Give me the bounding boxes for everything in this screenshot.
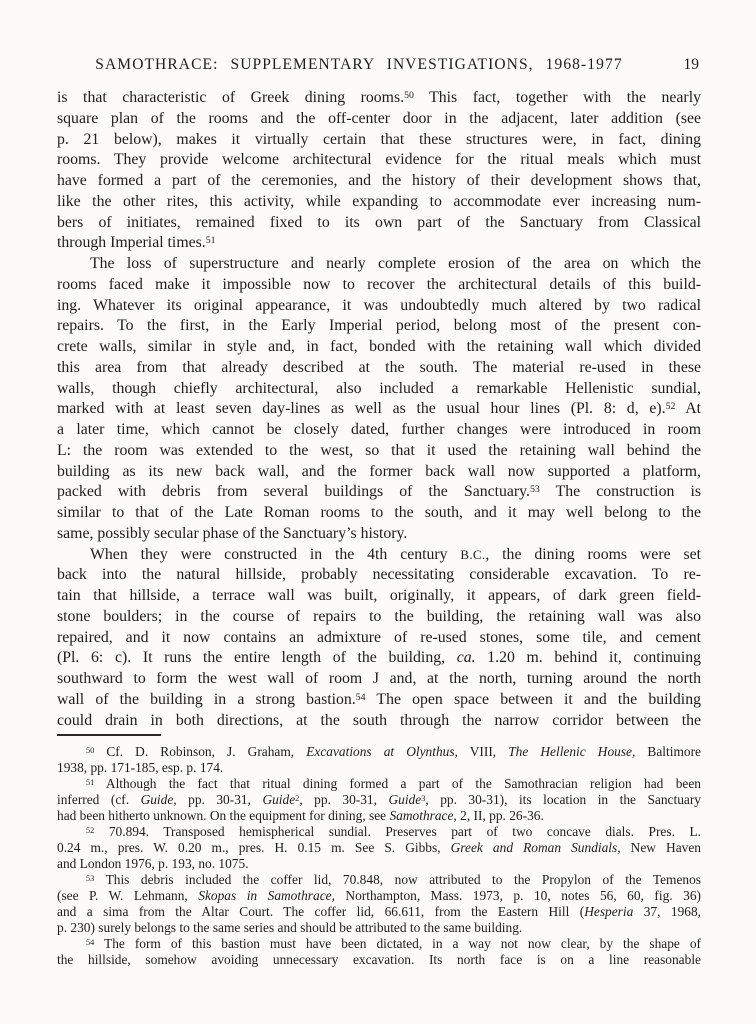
text-run: rooms. They provide welcome architectural evidence for the ritual meals which must: [57, 151, 701, 169]
text-run: 52: [86, 825, 95, 835]
body-line: [57, 130, 701, 151]
text-run: 37, 1968,: [633, 904, 702, 919]
text-run: repaired, and it now contains an admixture of re-used stones, some tile, and cement: [57, 628, 701, 646]
text-run: p. 21 below), makes it virtually certain that these structures were, in fact, dining: [57, 130, 701, 148]
body-line: [57, 441, 701, 462]
text-run: Although the fact that ritual dining formed a part of the Samothracian religion had been: [94, 776, 701, 791]
text-run: Greek and Roman Sundials,: [450, 840, 621, 855]
body-line: [57, 379, 701, 400]
body-line: [57, 88, 701, 109]
body-line: [57, 420, 701, 441]
text-run: Hesperia: [584, 904, 634, 919]
text-run: and a sima from the Altar Court. The coffer lid, 66.611, from the Eastern Hill (: [57, 904, 585, 919]
footnote-separator: [57, 734, 161, 736]
text-run: wall of the building in a strong bastion.: [57, 690, 356, 708]
text-run: VIII,: [457, 744, 509, 759]
text-run: 54: [86, 937, 95, 947]
text-run: The Hellenic House,: [508, 744, 636, 759]
text-run: p. 230) surely belongs to the same series and should be attributed to the same building.: [57, 920, 523, 935]
body-line: [57, 171, 701, 192]
body-line: [57, 358, 701, 379]
text-run: bers of initiates, remained fixed to its own part of the Sanctuary from Classical: [57, 213, 701, 231]
footnote-line: [57, 952, 701, 968]
text-run: 52: [665, 401, 676, 413]
text-run: pp. 30-31,: [176, 792, 263, 807]
text-run: When they were constructed in the 4th century: [90, 545, 461, 563]
body-line: [57, 503, 701, 524]
text-run: At: [675, 400, 701, 418]
text-run: 1.20 m. behind it, continuing: [475, 649, 702, 667]
footnote-line: [57, 840, 701, 856]
text-run: Skopas in Samothrace,: [198, 888, 335, 903]
text-run: This fact, together with the nearly: [413, 89, 701, 106]
text-run: , the dining rooms were set: [485, 545, 701, 563]
text-run: have formed a part of the ceremonies, and the history of their development shows that,: [57, 172, 701, 189]
text-run: same, possibly secular phase of the Sanctuary’s history.: [57, 524, 408, 542]
body-line: [57, 690, 701, 711]
text-run: New Haven: [620, 840, 701, 855]
text-run: building as its new back wall, and the former back wall now supported a platform,: [57, 462, 701, 480]
footnotes: [57, 744, 701, 968]
text-run: L: the room was extended to the west, so that it used the retaining wall behind the: [57, 441, 701, 459]
text-run: this area from that already described at the south. The material re-used in these: [57, 358, 701, 376]
page-header: [57, 56, 701, 76]
text-run: Baltimore: [635, 744, 701, 759]
text-run: 2: [295, 793, 300, 803]
text-run: 0.24 m., pres. W. 0.20 m., pres. H. 0.15 m. See S. Gibbs,: [57, 840, 451, 855]
text-run: Guide: [262, 792, 296, 807]
footnote-line: [57, 904, 701, 920]
text-run: rooms faced make it impossible now to recover the architectural details of this build-: [57, 275, 701, 293]
text-run: 70.894. Transposed hemispherical sundial. Preserves part of two concave dials. Pres. L.: [94, 824, 701, 839]
body-line: [57, 337, 701, 358]
body-line: [57, 545, 701, 566]
text-run: similar to that of the Late Roman rooms to the south, and it may well belong to the: [57, 504, 701, 521]
text-run: through Imperial times.: [57, 234, 206, 252]
body-line: [57, 316, 701, 337]
body-line: [57, 399, 701, 420]
footnote-line: [57, 888, 701, 904]
body-line: [57, 565, 701, 586]
text-run: Samothrace,: [389, 808, 457, 823]
text-run: a later time, which cannot be closely dated, further changes were introduced in room: [57, 421, 701, 438]
footnote-line: [57, 792, 701, 808]
running-title: SAMOTHRACE: SUPPLEMENTARY INVESTIGATIONS, 1968-1977: [95, 56, 623, 73]
text-run: ca.: [456, 649, 476, 667]
body-line: [57, 150, 701, 171]
text-run: tain that hillside, a terrace wall was built, originally, it appears, of dark green field-: [57, 587, 701, 604]
body-line: [57, 296, 701, 317]
text-run: B.C.: [460, 546, 486, 562]
text-run: the hillside, somehow avoiding unnecessary excavation. Its north face is on a line reasonable: [57, 952, 701, 967]
footnote-line: [57, 808, 701, 824]
text-run: like the other rites, this activity, while expanding to accommodate ever increasing num-: [57, 192, 701, 210]
body-line: [57, 109, 701, 130]
body-line: [57, 233, 701, 254]
text-run: 51: [86, 777, 95, 787]
text-run: 54: [355, 691, 366, 703]
body-line: [57, 462, 701, 483]
text-run: crete walls, similar in style and, in fact, bonded with the retaining wall which divided: [57, 338, 701, 355]
text-run: had been hitherto unknown. On the equipment for dining, see: [57, 808, 390, 823]
body-line: [57, 648, 701, 669]
text-run: repairs. To the first, in the Early Imperial period, belong most of the present con-: [57, 317, 701, 335]
body-line: [57, 482, 701, 503]
text-run: 1938, pp. 171-185, esp. p. 174.: [57, 760, 224, 775]
text-run: Excavations at Olynthus,: [306, 744, 458, 759]
body-line: [57, 607, 701, 628]
text-run: The form of this bastion must have been dictated, in a way not now clear, by the shape of: [94, 936, 701, 951]
text-run: 53: [530, 484, 540, 496]
text-run: marked with at least seven day-lines as well as the usual hour lines (Pl. 8: d, e).: [57, 400, 666, 418]
text-run: Guide: [388, 792, 422, 807]
text-run: This debris included the coffer lid, 70.848, now attributed to the Propylon of the Temenos: [94, 872, 701, 887]
footnote-line: [57, 920, 701, 936]
footnote-line: [57, 824, 701, 840]
text-run: back into the natural hillside, probably necessitating considerable excavation. To re-: [57, 566, 701, 584]
footnote-line: [57, 936, 701, 952]
body-line: [57, 586, 701, 607]
text-run: Guide,: [140, 792, 177, 807]
body-line: [57, 669, 701, 690]
text-run: stone boulders; in the course of repairs to the building, the retaining wall was also: [57, 607, 701, 625]
text-run: The loss of superstructure and nearly complete erosion of the area on which the: [90, 255, 701, 272]
footnote-line: [57, 856, 701, 872]
text-run: 50: [86, 745, 95, 755]
text-run: and London 1976, p. 193, no. 1075.: [57, 856, 249, 871]
text-run: inferred (cf.: [57, 792, 141, 807]
text-run: 50: [404, 89, 414, 101]
text-run: packed with debris from several buildings of the Sanctuary.: [57, 483, 531, 501]
body-line: [57, 192, 701, 213]
text-run: 2, II, pp. 26-36.: [456, 808, 544, 823]
body-line: [57, 213, 701, 234]
text-run: Cf. D. Robinson, J. Graham,: [94, 744, 307, 759]
text-run: Northampton, Mass. 1973, p. 10, notes 56, 60, fig. 36): [334, 888, 701, 903]
text-run: The construction is: [539, 483, 701, 501]
body-line: [57, 524, 701, 545]
text-run: The open space between it and the building: [365, 690, 701, 708]
body-line: [57, 711, 701, 732]
text-run: could drain in both directions, at the south through the narrow corridor between the: [57, 711, 701, 729]
text-run: 3: [421, 793, 426, 803]
text-run: (see P. W. Lehmann,: [57, 888, 199, 903]
text-run: square plan of the rooms and the off-center door in the adjacent, later addition (see: [57, 109, 701, 127]
text-run: is that characteristic of Greek dining rooms.: [57, 89, 405, 106]
body-line: [57, 628, 701, 649]
text-run: , pp. 30-31), its location in the Sanctuary: [425, 792, 702, 807]
footnote-line: [57, 760, 701, 776]
text-run: 51: [205, 235, 216, 247]
text-run: ing. Whatever its original appearance, it was undoubtedly much altered by two radical: [57, 296, 701, 314]
page-number: 19: [683, 56, 699, 73]
body-line: [57, 254, 701, 275]
body-line: [57, 275, 701, 296]
text-run: 53: [86, 873, 95, 883]
footnote-line: [57, 872, 701, 888]
text-run: walls, though chiefly architectural, also included a remarkable Hellenistic sundial,: [57, 379, 701, 397]
text-run: (Pl. 6: c). It runs the entire length of the building,: [57, 649, 457, 667]
body-text: [57, 88, 701, 731]
footnote-line: [57, 776, 701, 792]
text-run: , pp. 30-31,: [299, 792, 389, 807]
footnote-line: [57, 744, 701, 760]
text-run: southward to form the west wall of room J and, at the north, turning around the north: [57, 670, 701, 687]
